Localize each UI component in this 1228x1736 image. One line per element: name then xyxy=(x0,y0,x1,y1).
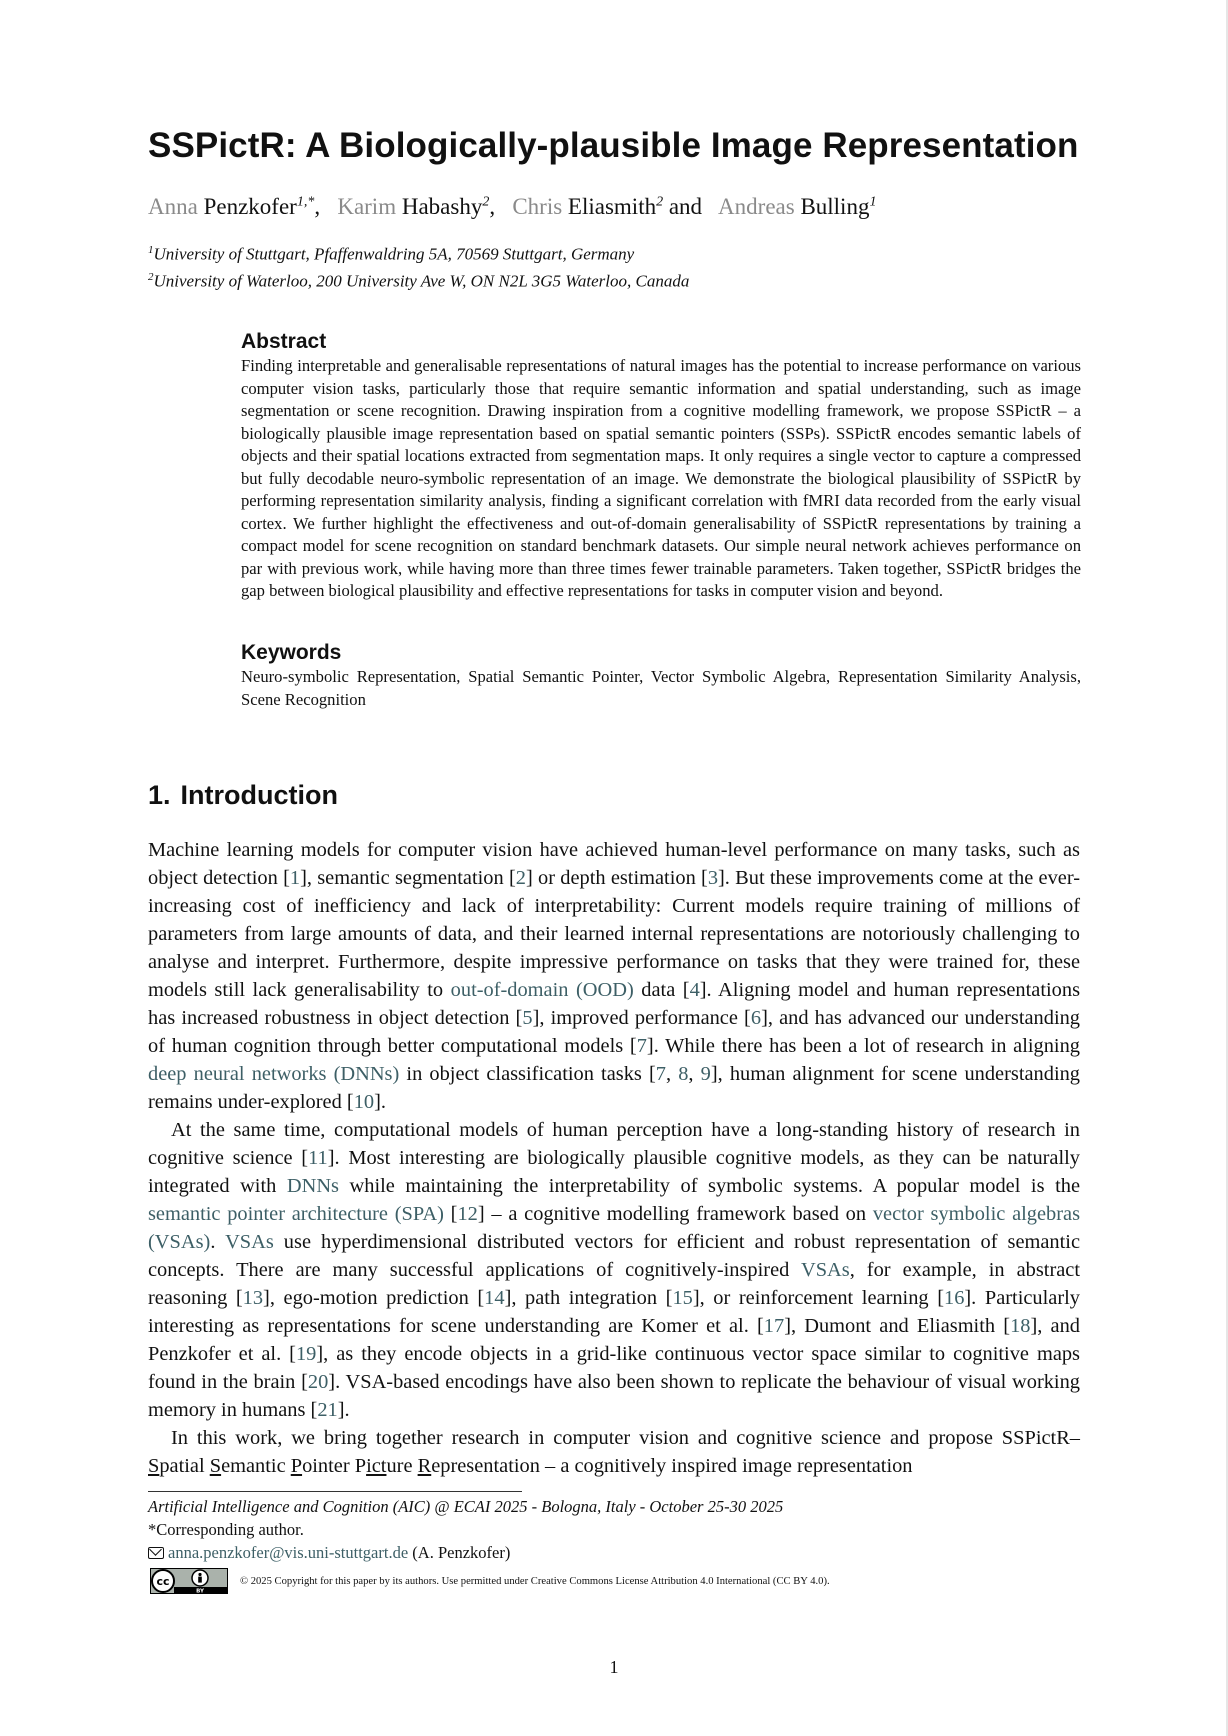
acronym-letter: S xyxy=(209,1455,222,1477)
citation-link[interactable]: 6 xyxy=(750,1007,762,1029)
paper-title: SSPictR: A Biologically-plausible Image Representation xyxy=(148,126,1079,165)
text-run: ], as they encode objects in a grid-like continuous vector space similar to cognitive maps found in the brain [ xyxy=(148,1343,1080,1393)
text-run: . xyxy=(210,1231,226,1253)
author-separator: , xyxy=(489,194,507,219)
citation-link[interactable]: 14 xyxy=(484,1287,505,1309)
citation-link[interactable]: DNNs xyxy=(286,1175,339,1197)
section-number: 1. xyxy=(148,780,171,810)
text-run: P xyxy=(354,1455,367,1477)
citation-link[interactable]: semantic pointer architecture (SPA) xyxy=(148,1203,444,1225)
text-run: ], Dumont and Eliasmith [ xyxy=(784,1315,1011,1337)
citation-link[interactable]: 2 xyxy=(515,867,526,889)
author-family-name: Eliasmith xyxy=(567,194,657,219)
text-run: , for example, in abstract reasoning [ xyxy=(148,1259,1080,1309)
text-run: ], improved performance [ xyxy=(532,1007,751,1029)
author-family-name: Habashy xyxy=(401,194,483,219)
author-affiliation-mark: 2 xyxy=(656,194,664,210)
text-run: while maintaining the interpretability of symbolic systems. A popular model is the xyxy=(339,1175,1080,1197)
text-run: use hyperdimensional distributed vectors for efficient and robust representation of semantic concepts. There are many successful applications of cognitively-inspired xyxy=(148,1231,1081,1281)
email-note xyxy=(148,1543,1108,1566)
citation-link[interactable]: 12 xyxy=(457,1203,478,1225)
text-run: , xyxy=(688,1063,701,1085)
acronym-letter: ict xyxy=(366,1455,387,1477)
text-run: ]. While there has been a lot of research in aligning xyxy=(646,1035,1080,1057)
affiliation xyxy=(148,271,1108,298)
text-run: At the same time, computational models of human perception have a long-standing history of research in cognitive science [ xyxy=(148,1119,1080,1169)
citation-link[interactable]: 21 xyxy=(317,1399,338,1421)
text-run: ointer xyxy=(302,1455,355,1477)
citation-link[interactable]: 18 xyxy=(1010,1315,1031,1337)
citation-link[interactable]: 13 xyxy=(242,1287,264,1309)
keywords-section xyxy=(241,641,1081,711)
text-run: ]. Aligning model and human representations has increased robustness in object detection [ xyxy=(148,979,1081,1029)
acronym-letter: R xyxy=(417,1455,432,1477)
cc-by-badge-icon[interactable] xyxy=(150,1568,228,1594)
citation-link[interactable]: 8 xyxy=(678,1063,689,1085)
citation-link[interactable]: 20 xyxy=(307,1371,329,1393)
text-run: epresentation – a cognitively inspired image representation xyxy=(431,1455,913,1477)
text-run: ], and has advanced our understanding of human cognition through better computational models [ xyxy=(148,1007,1080,1057)
citation-link[interactable]: 16 xyxy=(944,1287,965,1309)
citation-link[interactable]: 17 xyxy=(763,1315,785,1337)
paragraph xyxy=(148,1424,1080,1480)
author-given-name: Andreas xyxy=(718,194,795,219)
author-separator: , xyxy=(314,194,332,219)
citation-link[interactable]: 5 xyxy=(522,1007,533,1029)
acronym-letter: S xyxy=(148,1455,160,1477)
page-number: 1 xyxy=(609,1657,619,1677)
text-run: ]. xyxy=(337,1399,350,1421)
text-run: patial xyxy=(159,1455,210,1477)
body-text xyxy=(148,836,1080,1480)
citation-link[interactable]: 10 xyxy=(353,1091,375,1113)
affiliation-number: 1 xyxy=(148,244,154,256)
author-separator: and xyxy=(663,194,714,219)
text-run: in object classification tasks [ xyxy=(399,1063,656,1085)
author xyxy=(337,194,506,219)
citation-link[interactable]: 7 xyxy=(655,1063,666,1085)
text-run: ]. VSA-based encodings have also been shown to replicate the behaviour of visual working memory in humans [ xyxy=(148,1371,1080,1421)
text-run: ]. But these improvements come at the ever-increasing cost of inefficiency and lack of interpretability: Current models require training of millions of parameters from large amounts of data, and their learned internal representations are notoriously challenging to analyse and interpret. Furthermore, despite impressive performance on tasks that they were trained for, these models still lack generalisability to xyxy=(148,867,1080,1001)
author xyxy=(148,194,332,219)
paragraph xyxy=(148,1116,1080,1424)
affiliation xyxy=(148,244,1108,271)
affiliation-text: University of Waterloo, 200 University Ave W, ON N2L 3G5 Waterloo, Canada xyxy=(153,271,690,291)
acronym-letter: P xyxy=(290,1455,303,1477)
abstract-text: Finding interpretable and generalisable representations of natural images has the potential to increase performance on various computer vision tasks, particularly those that require semantic information and spatial understanding, such as image segmentation or scene recognition. Drawing inspiration from a cognitive modelling framework, we propose SSPictR – a biologically plausible image representation based on spatial semantic pointers (SSPs). SSPictR encodes semantic labels of objects and their spatial locations extracted from segmentation maps. It only requires a single vector to capture a compressed but fully decodable neuro-symbolic representation of an image. We demonstrate the biological plausibility of SSPictR by performing representation similarity analysis, finding a significant correlation with fMRI data recorded from the early visual cortex. We further highlight the effectiveness and out-of-domain generalisability of SSPictR representations by training a compact model for scene recognition on standard benchmark datasets. Our simple neural network achieves performance on par with previous work, while having more than three times fewer trainable parameters. Taken together, SSPictR bridges the gap between biological plausibility and effective representations for tasks in computer vision and beyond. xyxy=(241,356,1081,600)
corresponding-note: *Corresponding author. xyxy=(148,1520,304,1539)
license-text: © 2025 Copyright for this paper by its authors. Use permitted under Creative Commons License Attribution 4.0 International (CC BY 4.0). xyxy=(240,1575,830,1587)
text-run: ure xyxy=(386,1455,418,1477)
citation-link[interactable]: out-of-domain (OOD) xyxy=(450,979,634,1001)
author-given-name: Chris xyxy=(512,194,563,219)
author xyxy=(512,194,713,219)
citation-link[interactable]: 19 xyxy=(295,1343,317,1365)
affiliation-number: 2 xyxy=(148,271,154,283)
text-run: ], or reinforcement learning [ xyxy=(692,1287,944,1309)
text-run: ], path integration [ xyxy=(504,1287,673,1309)
author-given-name: Karim xyxy=(337,194,397,219)
footnotes xyxy=(148,1497,1108,1566)
text-run: emantic xyxy=(221,1455,291,1477)
citation-link[interactable]: 1 xyxy=(289,867,301,889)
email-link[interactable]: anna.penzkofer@vis.uni-stuttgart.de xyxy=(168,1543,409,1562)
license-row xyxy=(150,1568,830,1594)
text-run: Machine learning models for computer vision have achieved human-level performance on many tasks, such as object detection [ xyxy=(148,839,1080,889)
cc-badge-text: cc xyxy=(156,1575,170,1588)
author-family-name: Penzkofer xyxy=(203,194,297,219)
paragraph xyxy=(148,836,1080,1116)
citation-link[interactable]: 11 xyxy=(308,1147,328,1169)
citation-link[interactable]: 15 xyxy=(672,1287,693,1309)
text-run: ]. Most interesting are biologically plausible cognitive models, as they can be naturally integrated with xyxy=(148,1147,1080,1197)
text-run: ], and Penzkofer et al. [ xyxy=(148,1315,1080,1365)
text-run: ], human alignment for scene understanding remains under-explored [ xyxy=(148,1063,1080,1113)
author-list xyxy=(148,194,1108,220)
section-heading xyxy=(148,780,338,811)
citation-link[interactable]: 4 xyxy=(689,979,700,1001)
keywords-text: Neuro-symbolic Representation, Spatial Semantic Pointer, Vector Symbolic Algebra, Representation Similarity Analysis, Scene Recognition xyxy=(241,667,1081,709)
author xyxy=(718,194,876,219)
text-run: data [ xyxy=(633,979,690,1001)
citation-link[interactable]: 9 xyxy=(700,1063,711,1085)
text-run: ] or depth estimation [ xyxy=(525,867,708,889)
text-run: In this work, we bring together research in computer vision and cognitive science and propose SSPictR– xyxy=(171,1427,1080,1449)
citation-link[interactable]: 3 xyxy=(707,867,719,889)
citation-link[interactable]: VSAs xyxy=(800,1259,850,1281)
text-run: ], ego-motion prediction [ xyxy=(263,1287,485,1309)
section-title: Introduction xyxy=(180,780,338,810)
author-affiliation-mark: 1 xyxy=(869,194,877,210)
abstract-section xyxy=(241,330,1081,603)
text-run: ]. Particularly interesting as representations for scene understanding are Komer et al. [ xyxy=(148,1287,1080,1337)
email-owner: (A. Penzkofer) xyxy=(408,1543,511,1562)
affiliations xyxy=(148,244,1108,298)
text-run: ] – a cognitive modelling framework based on xyxy=(477,1203,873,1225)
abstract-heading: Abstract xyxy=(241,330,327,353)
text-run: [ xyxy=(443,1203,458,1225)
affiliation-text: University of Stuttgart, Pfaffenwaldring 5A, 70569 Stuttgart, Germany xyxy=(153,244,635,264)
author-family-name: Bulling xyxy=(800,194,870,219)
text-run: ], semantic segmentation [ xyxy=(300,867,516,889)
by-badge-text: BY xyxy=(196,1588,204,1594)
citation-link[interactable]: VSAs xyxy=(225,1231,274,1253)
text-run: ]. xyxy=(374,1091,386,1113)
venue-note: Artificial Intelligence and Cognition (AIC) @ ECAI 2025 - Bologna, Italy - October 25-30 2025 xyxy=(148,1497,784,1516)
envelope-icon xyxy=(148,1547,164,1559)
author-affiliation-mark: 2 xyxy=(482,194,490,210)
footnote-rule xyxy=(148,1491,522,1492)
text-run: , xyxy=(665,1063,679,1085)
keywords-heading: Keywords xyxy=(241,641,342,664)
author-affiliation-mark: 1,* xyxy=(296,194,315,210)
author-given-name: Anna xyxy=(148,194,198,219)
citation-link[interactable]: vector symbolic algebras (VSAs) xyxy=(148,1203,1081,1253)
citation-link[interactable]: deep neural networks (DNNs) xyxy=(148,1063,400,1085)
citation-link[interactable]: 7 xyxy=(636,1035,647,1057)
